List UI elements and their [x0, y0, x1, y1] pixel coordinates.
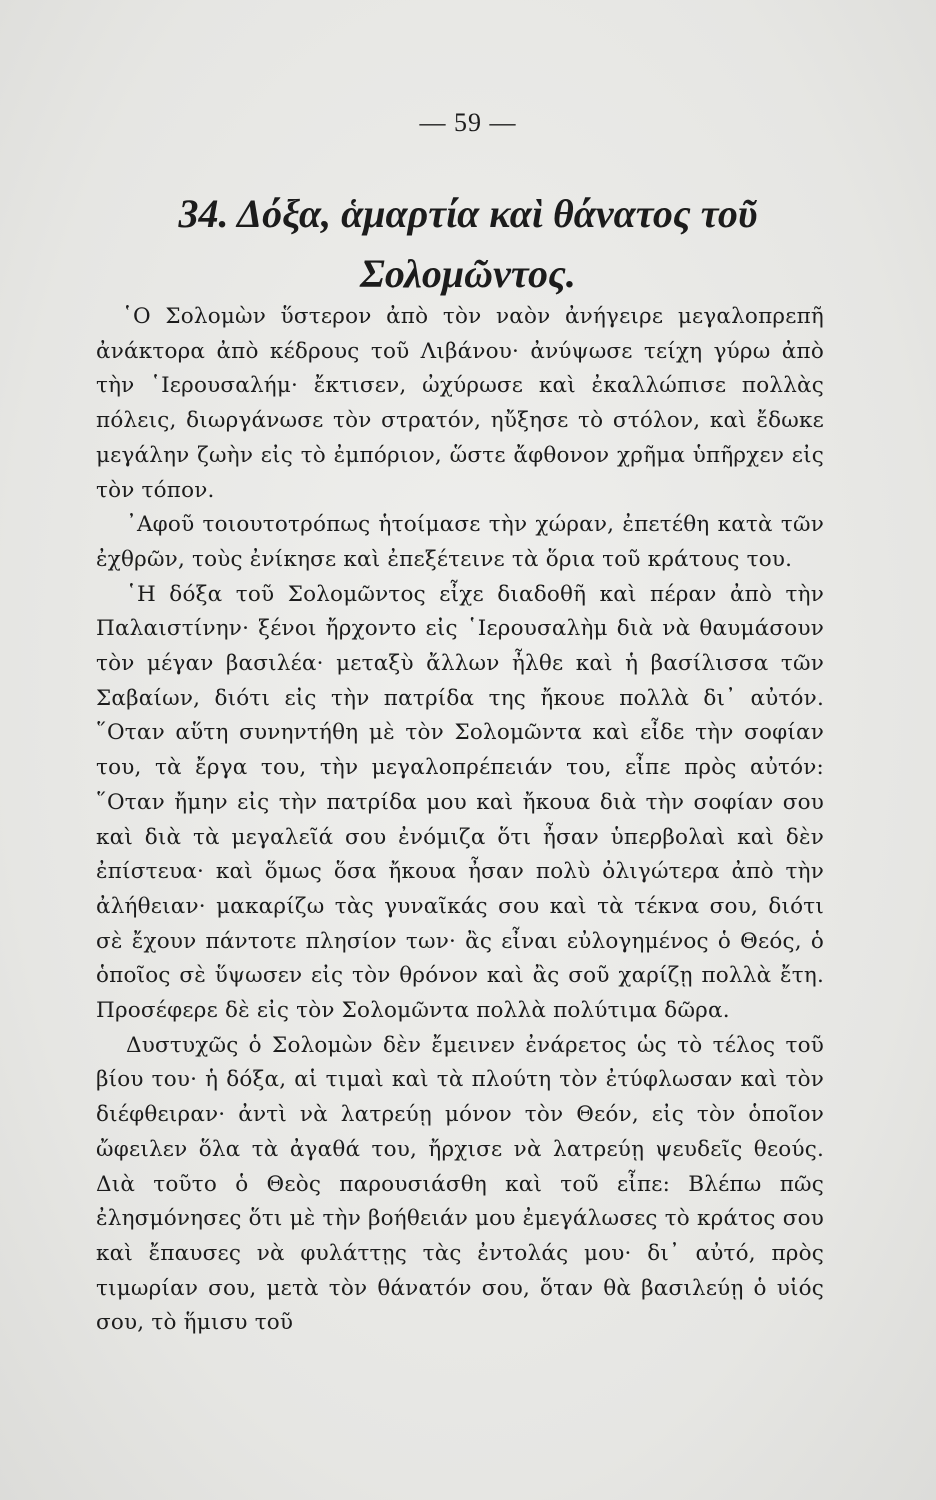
paragraph: ῾Η δόξα τοῦ Σολομῶντος εἶχε διαδοθῆ καὶ πέραν ἀπὸ τὴν Παλαιστίνην· ξένοι ἤρχοντο εἰς ῾Ιερουσαλὴμ διὰ νὰ θαυμάσουν τὸν μέγαν βασιλέα· μεταξὺ ἄλλων ἦλθε καὶ ἡ βασίλισσα τῶν Σαβαίων, διότι εἰς τὴν πατρίδα της ἤκουε πολλὰ δι᾿ αὐτόν. ῞Οταν αὕτη συνηντήθη μὲ τὸν Σολομῶντα καὶ εἶδε τὴν σοφίαν του, τὰ ἔργα του, τὴν μεγαλοπρέπειάν του, εἶπε πρὸς αὐτόν: ῞Οταν ἤμην εἰς τὴν πατρίδα μου καὶ ἤκουα διὰ τὴν σοφίαν σου καὶ διὰ τὰ μεγαλεῖά σου ἐνόμιζα ὅτι ἦσαν ὑπερβολαὶ καὶ δὲν ἐπίστευα· καὶ ὅμως ὅσα ἤκουα ἦσαν πολὺ ὀλιγώτερα ἀπὸ τὴν ἀλήθειαν· μακαρίζω τὰς γυναῖκάς σου καὶ τὰ τέκνα σου, διότι σὲ ἔχουν πάντοτε πλησίον των· ἂς εἶναι εὐλογημένος ὁ Θεός, ὁ ὁποῖος σὲ ὕψωσεν εἰς τὸν θρόνον καὶ ἂς σοῦ χαρίζῃ πολλὰ ἔτη. Προσέφερε δὲ εἰς τὸν Σολομῶντα πολλὰ πολύτιμα δῶρα.: [96, 581, 824, 1024]
paragraph: ῾Ο Σολομὼν ὕστερον ἀπὸ τὸν ναὸν ἀνήγειρε μεγαλοπρεπῆ ἀνάκτορα ἀπὸ κέδρους τοῦ Λιβάνου· ἀνύψωσε τείχη γύρω ἀπὸ τὴν ῾Ιερουσαλήμ· ἔκτισεν, ὠχύρωσε καὶ ἐκαλλώπισε πολλὰς πόλεις, διωργάνωσε τὸν στρατόν, ηὔξησε τὸ στόλον, καὶ ἔδωκε μεγάλην ζωὴν εἰς τὸ ἐμπόριον, ὥστε ἄφθονον χρῆμα ὑπῆρχεν εἰς τὸν τόπον.: [96, 304, 824, 503]
chapter-title: [0, 184, 936, 304]
chapter-title-line-1: [0, 184, 936, 244]
chapter-title-text-1: Δόξα, ἁμαρτία καὶ θάνατος τοῦ: [236, 191, 758, 236]
paragraph: ᾿Αφοῦ τοιουτοτρόπως ἡτοίμασε τὴν χώραν, ἐπετέθη κατὰ τῶν ἐχθρῶν, τοὺς ἐνίκησε καὶ ἐπεξέτεινε τὰ ὅρια τοῦ κράτους του.: [96, 512, 824, 572]
chapter-body: [96, 300, 824, 1341]
chapter-title-line-2: Σολομῶντος.: [360, 251, 576, 296]
chapter-number: 34.: [178, 191, 229, 236]
paragraph: Δυστυχῶς ὁ Σολομὼν δὲν ἔμεινεν ἐνάρετος ὡς τὸ τέλος τοῦ βίου του· ἡ δόξα, αἱ τιμαὶ καὶ τὰ πλούτη τὸν ἐτύφλωσαν καὶ τὸν διέφθειραν· ἀντὶ νὰ λατρεύῃ μόνον τὸν Θεόν, εἰς τὸν ὁποῖον ὤφειλεν ὅλα τὰ ἀγαθά του, ἤρχισε νὰ λατρεύῃ ψευδεῖς θεούς. Διὰ τοῦτο ὁ Θεὸς παρουσιάσθη καὶ τοῦ εἶπε: Βλέπω πῶς ἐλησμόνησες ὅτι μὲ τὴν βοήθειάν μου ἐμεγάλωσες τὸ κράτος σου καὶ ἔπαυσες νὰ φυλάττῃς τὰς ἐντολάς μου· δι᾿ αὐτό, πρὸς τιμωρίαν σου, μετὰ τὸν θάνατόν σου, ὅταν θὰ βασιλεύῃ ὁ υἱός σου, τὸ ἥμισυ τοῦ: [96, 1032, 824, 1336]
page-number: — 59 —: [419, 108, 517, 137]
